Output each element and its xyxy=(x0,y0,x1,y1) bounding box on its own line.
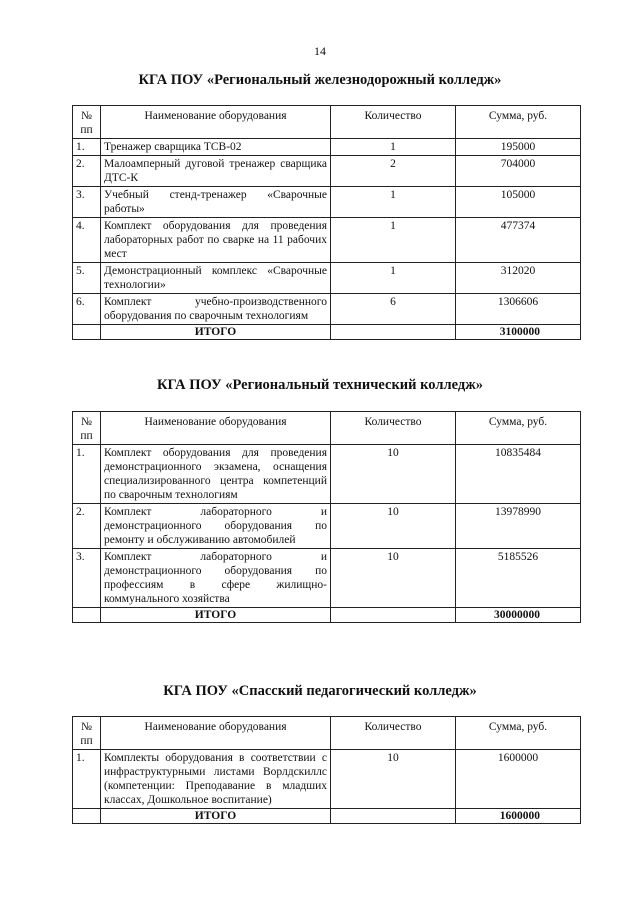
row-num: 1. xyxy=(73,139,101,156)
row-sum: 13978990 xyxy=(456,504,581,549)
row-num: 1. xyxy=(73,750,101,809)
row-sum: 704000 xyxy=(456,156,581,187)
row-qty: 2 xyxy=(331,156,456,187)
row-qty: 10 xyxy=(331,445,456,504)
total-num-cell xyxy=(73,809,101,824)
header-sum: Сумма, руб. xyxy=(456,717,581,750)
row-qty: 10 xyxy=(331,549,456,608)
equipment-table xyxy=(72,716,581,824)
total-num-cell xyxy=(73,608,101,623)
total-label: ИТОГО xyxy=(101,608,331,623)
total-sum: 1600000 xyxy=(456,809,581,824)
section-title: КГА ПОУ «Региональный железнодорожный колледж» xyxy=(138,72,502,88)
table-header-row xyxy=(73,106,581,139)
table-header-row xyxy=(73,717,581,750)
header-num: № пп xyxy=(73,717,101,750)
table-header-row xyxy=(73,412,581,445)
row-sum: 105000 xyxy=(456,187,581,218)
row-name: Малоамперный дуговой тренажер сварщика ДТС-К xyxy=(101,156,331,187)
row-sum: 10835484 xyxy=(456,445,581,504)
table-row xyxy=(73,549,581,608)
total-label: ИТОГО xyxy=(101,325,331,340)
table-row xyxy=(73,139,581,156)
total-qty-cell xyxy=(331,325,456,340)
row-name: Демонстрационный комплекс «Сварочные технологии» xyxy=(101,263,331,294)
row-name: Комплект лабораторного и демонстрационного оборудования по ремонту и обслуживанию автомобилей xyxy=(101,504,331,549)
row-name: Комплект оборудования для проведения лабораторных работ по сварке на 11 рабочих мест xyxy=(101,218,331,263)
header-sum: Сумма, руб. xyxy=(456,412,581,445)
total-row xyxy=(73,608,581,623)
row-name: Комплект лабораторного и демонстрационного оборудования по профессиям в сфере жилищно-коммунального хозяйства xyxy=(101,549,331,608)
total-row xyxy=(73,809,581,824)
total-row xyxy=(73,325,581,340)
total-label: ИТОГО xyxy=(101,809,331,824)
row-num: 4. xyxy=(73,218,101,263)
table-row xyxy=(73,156,581,187)
equipment-table xyxy=(72,105,581,340)
section-title: КГА ПОУ «Региональный технический колледж» xyxy=(157,377,483,393)
row-num: 1. xyxy=(73,445,101,504)
row-num: 2. xyxy=(73,504,101,549)
row-name: Комплект оборудования для проведения демонстрационного экзамена, оснащения специализированного центра компетенций по сварочным технологиям xyxy=(101,445,331,504)
row-num: 3. xyxy=(73,549,101,608)
row-qty: 10 xyxy=(331,504,456,549)
row-sum: 1600000 xyxy=(456,750,581,809)
row-name: Тренажер сварщика ТСВ-02 xyxy=(101,139,331,156)
table-row xyxy=(73,263,581,294)
equipment-table xyxy=(72,411,581,623)
header-qty: Количество xyxy=(331,412,456,445)
total-qty-cell xyxy=(331,809,456,824)
header-name: Наименование оборудования xyxy=(101,412,331,445)
row-sum: 5185526 xyxy=(456,549,581,608)
header-qty: Количество xyxy=(331,717,456,750)
table-row xyxy=(73,445,581,504)
row-qty: 6 xyxy=(331,294,456,325)
total-num-cell xyxy=(73,325,101,340)
row-name: Комплекты оборудования в соответствии с инфраструктурными листами Ворлдскиллс (компетенции: Преподавание в младших классах, Дошкольное воспитание) xyxy=(101,750,331,809)
row-num: 2. xyxy=(73,156,101,187)
row-sum: 1306606 xyxy=(456,294,581,325)
table-row xyxy=(73,294,581,325)
row-qty: 1 xyxy=(331,187,456,218)
row-num: 3. xyxy=(73,187,101,218)
table-row xyxy=(73,750,581,809)
header-name: Наименование оборудования xyxy=(101,106,331,139)
row-num: 5. xyxy=(73,263,101,294)
header-qty: Количество xyxy=(331,106,456,139)
row-qty: 1 xyxy=(331,139,456,156)
section-title: КГА ПОУ «Спасский педагогический колледж» xyxy=(163,683,477,699)
row-sum: 477374 xyxy=(456,218,581,263)
row-name: Комплект учебно-производственного оборудования по сварочным технологиям xyxy=(101,294,331,325)
header-name: Наименование оборудования xyxy=(101,717,331,750)
row-qty: 1 xyxy=(331,218,456,263)
table-row xyxy=(73,218,581,263)
row-sum: 312020 xyxy=(456,263,581,294)
total-sum: 3100000 xyxy=(456,325,581,340)
row-name: Учебный стенд-тренажер «Сварочные работы» xyxy=(101,187,331,218)
header-num: № пп xyxy=(73,412,101,445)
table-row xyxy=(73,187,581,218)
row-sum: 195000 xyxy=(456,139,581,156)
page-number: 14 xyxy=(314,44,326,58)
header-sum: Сумма, руб. xyxy=(456,106,581,139)
total-sum: 30000000 xyxy=(456,608,581,623)
header-num: № пп xyxy=(73,106,101,139)
row-num: 6. xyxy=(73,294,101,325)
row-qty: 10 xyxy=(331,750,456,809)
total-qty-cell xyxy=(331,608,456,623)
table-row xyxy=(73,504,581,549)
row-qty: 1 xyxy=(331,263,456,294)
